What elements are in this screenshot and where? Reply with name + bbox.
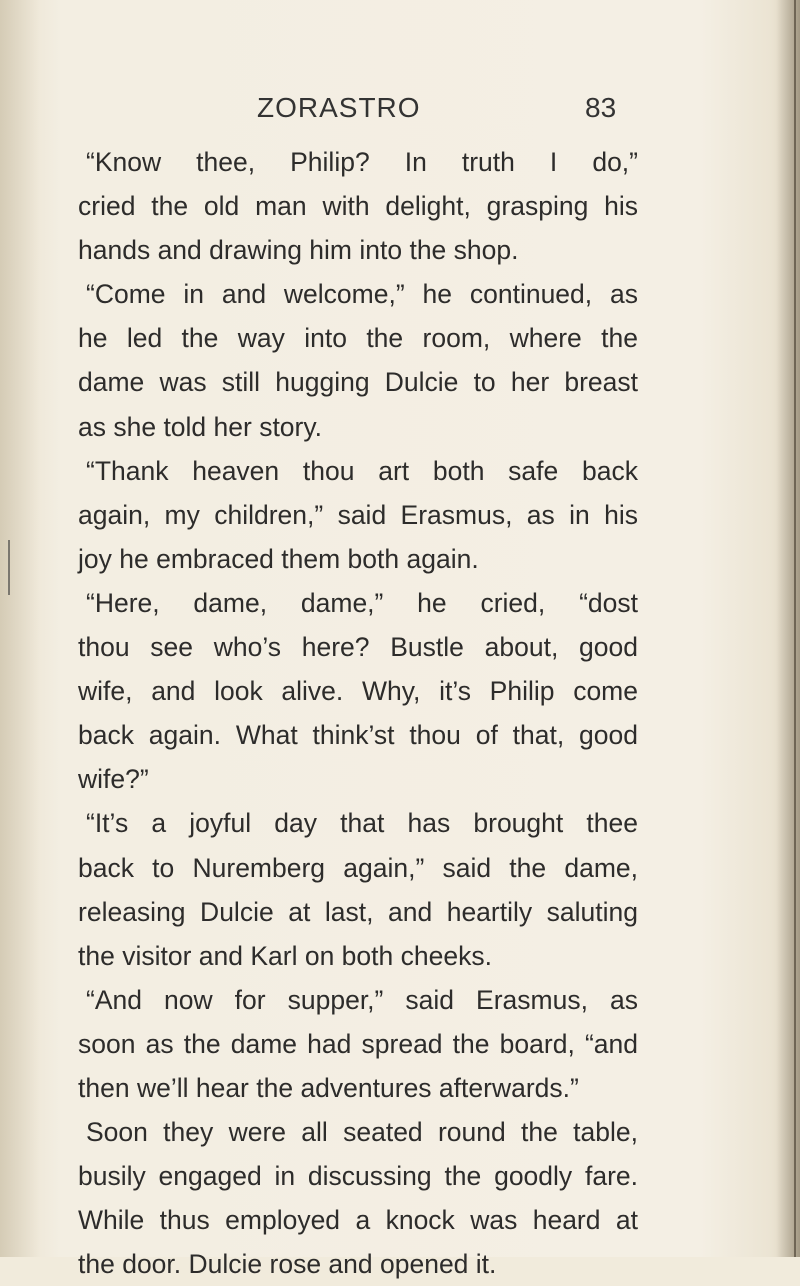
text-line: again, my children,” said Erasmus, as in his: [78, 499, 638, 530]
running-title: ZORASTRO: [257, 92, 421, 123]
page-edge-line: [794, 0, 796, 1257]
gutter-shadow: [0, 0, 40, 1257]
text-line: the door. Dulcie rose and opened it.: [78, 1249, 497, 1280]
text-line: wife?”: [78, 764, 149, 795]
text-line: Soon they were all seated round the table,: [86, 1117, 638, 1148]
text-line: joy he embraced them both again.: [78, 543, 479, 574]
text-line: While thus employed a knock was heard at: [78, 1205, 638, 1236]
text-line: back to Nuremberg again,” said the dame,: [78, 852, 638, 883]
text-line: “Come in and welcome,” he continued, as: [86, 279, 638, 310]
text-line: releasing Dulcie at last, and heartily saluting: [78, 896, 638, 927]
text-line: the visitor and Karl on both cheeks.: [78, 940, 492, 971]
text-line: cried the old man with delight, grasping his: [78, 191, 638, 222]
text-line: “Know thee, Philip? In truth I do,”: [86, 147, 638, 177]
body-text: [78, 140, 638, 1286]
text-line: “And now for supper,” said Erasmus, as: [86, 984, 638, 1015]
page-edge-shadow: [776, 0, 800, 1257]
text-line: as she told her story.: [78, 411, 323, 442]
text-line: dame was still hugging Dulcie to her breast: [78, 367, 638, 398]
page-number: 83: [585, 92, 617, 123]
text-line: wife, and look alive. Why, it’s Philip come: [78, 676, 638, 707]
text-line: thou see who’s here? Bustle about, good: [78, 632, 638, 663]
text-line: back again. What think’st thou of that, good: [78, 720, 638, 751]
text-line: hands and drawing him into the shop.: [78, 235, 519, 266]
text-line: “It’s a joyful day that has brought thee: [86, 808, 638, 839]
text-line: he led the way into the room, where the: [78, 323, 638, 354]
text-line: “Here, dame, dame,” he cried, “dost: [86, 587, 638, 618]
running-head: [0, 92, 800, 132]
text-line: soon as the dame had spread the board, “and: [78, 1028, 638, 1059]
text-line: “Thank heaven thou art both safe back: [86, 455, 638, 486]
text-line: busily engaged in discussing the goodly fare.: [78, 1161, 638, 1192]
text-line: then we’ll hear the adventures afterwards.”: [78, 1072, 579, 1103]
margin-mark: [8, 540, 10, 595]
